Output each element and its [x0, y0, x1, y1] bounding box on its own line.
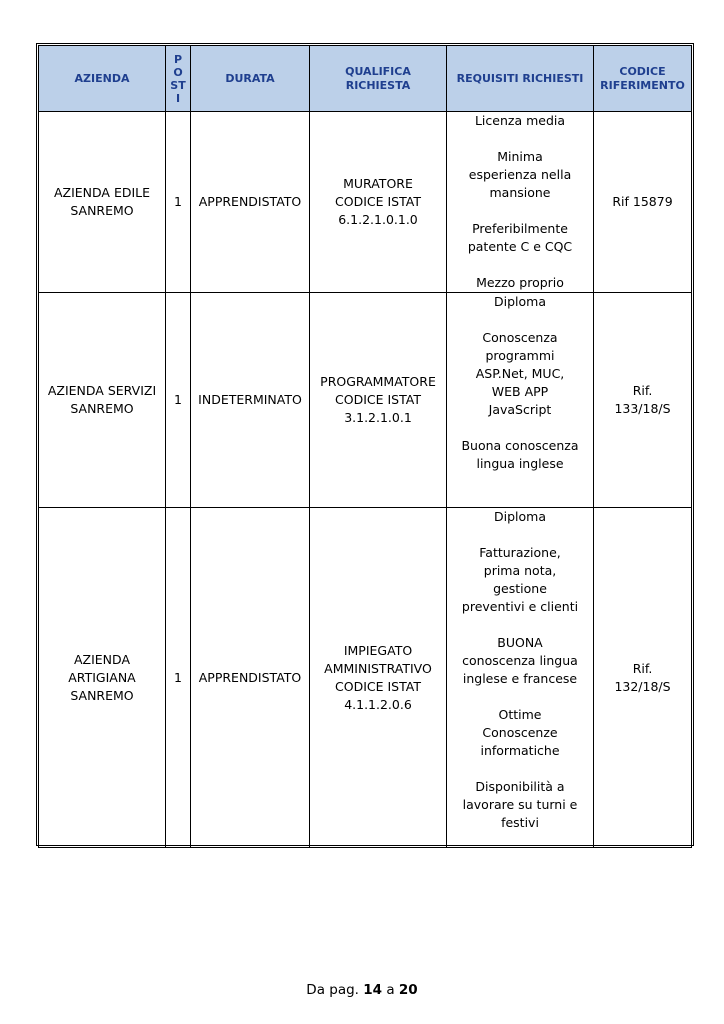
- table-row: [39, 293, 692, 508]
- cell-qualifica-line: CODICE ISTAT: [335, 194, 421, 209]
- requisiti-spacer: [451, 616, 589, 634]
- header-posti-line: I: [175, 91, 181, 105]
- cell-azienda: [39, 112, 166, 293]
- requisiti-line: programmi: [485, 348, 555, 363]
- cell-qualifica-line: AMMINISTRATIVO: [324, 660, 432, 676]
- header-codice: [594, 46, 692, 112]
- requisiti-line: conoscenza lingua: [462, 653, 578, 668]
- cell-qualifica-line: 3.1.2.1.0.1: [344, 410, 412, 425]
- cell-codice-line: 132/18/S: [614, 678, 671, 694]
- requisiti-line: esperienza nella: [468, 167, 572, 182]
- cell-qualifica: [310, 112, 447, 293]
- cell-qualifica: [310, 293, 447, 508]
- cell-codice-line: 133/18/S: [614, 401, 671, 416]
- cell-qualifica-line: CODICE ISTAT: [335, 392, 421, 407]
- cell-durata: APPRENDISTATO: [191, 508, 310, 848]
- cell-codice-line: Rif.: [632, 660, 653, 676]
- requisiti-line: Licenza media: [474, 113, 566, 128]
- requisiti-line: preventivi e clienti: [461, 599, 579, 614]
- requisiti-line: lingua inglese: [476, 456, 564, 471]
- cell-codice: [594, 293, 692, 508]
- footer-prefix: Da pag.: [306, 982, 364, 998]
- requisiti-spacer: [451, 130, 589, 148]
- cell-qualifica: [310, 508, 447, 848]
- requisiti-line: lavorare su turni e: [462, 797, 578, 812]
- cell-posti: 1: [166, 508, 191, 848]
- requisiti-line: Buona conoscenza: [461, 438, 579, 453]
- requisiti-line: festivi: [501, 815, 539, 830]
- requisiti-line: Fatturazione,: [479, 545, 561, 560]
- requisiti-spacer: [451, 419, 589, 437]
- requisiti-line: Conoscenze: [482, 725, 558, 740]
- requisiti-spacer: [451, 760, 589, 778]
- cell-posti: 1: [166, 112, 191, 293]
- page-footer: [0, 982, 724, 998]
- requisiti-spacer: [451, 202, 589, 220]
- cell-durata: INDETERMINATO: [191, 293, 310, 508]
- cell-azienda-line: SANREMO: [70, 203, 134, 218]
- cell-codice-line: Rif 15879: [612, 194, 673, 209]
- cell-qualifica-line: IMPIEGATO: [343, 642, 413, 658]
- cell-azienda-line: AZIENDA SERVIZI: [47, 383, 157, 398]
- cell-posti: 1: [166, 293, 191, 508]
- cell-qualifica-line: PROGRAMMATORE: [320, 374, 436, 389]
- header-posti-line: O: [173, 65, 183, 79]
- requisiti-line: inglese e francese: [462, 671, 578, 686]
- cell-azienda-line: AZIENDA EDILE: [53, 185, 151, 200]
- header-codice-line: RIFERIMENTO: [600, 78, 685, 92]
- cell-azienda: [39, 508, 166, 848]
- header-posti: [166, 46, 191, 112]
- requisiti-line: gestione: [493, 581, 547, 596]
- requisiti-spacer: [451, 688, 589, 706]
- requisiti-line: BUONA: [497, 635, 543, 650]
- cell-azienda-line: AZIENDA: [73, 651, 130, 667]
- requisiti-line: Conoscenza: [482, 330, 558, 345]
- header-requisiti: REQUISITI RICHIESTI: [447, 46, 594, 112]
- requisiti-spacer: [451, 256, 589, 274]
- requisiti-line: Diploma: [494, 509, 546, 524]
- cell-azienda-line: ARTIGIANA: [68, 669, 136, 685]
- cell-azienda-line: SANREMO: [70, 401, 134, 416]
- header-posti-line: P: [173, 52, 183, 66]
- requisiti-line: Ottime: [498, 707, 542, 722]
- requisiti-line: Minima: [497, 149, 543, 164]
- requisiti-line: informatiche: [480, 743, 560, 758]
- job-offers-table: [38, 45, 692, 848]
- requisiti-line: ASP.Net, MUC,: [475, 366, 565, 381]
- cell-qualifica-line: MURATORE: [343, 176, 413, 191]
- header-codice-line: CODICE: [619, 64, 666, 78]
- requisiti-spacer: [451, 526, 589, 544]
- requisiti-line: patente C e CQC: [467, 239, 573, 254]
- cell-qualifica-line: 4.1.1.2.0.6: [344, 696, 412, 712]
- cell-codice: [594, 112, 692, 293]
- requisiti-line: mansione: [489, 185, 551, 200]
- header-durata: DURATA: [191, 46, 310, 112]
- requisiti-line: WEB APP: [491, 384, 549, 399]
- cell-durata: APPRENDISTATO: [191, 112, 310, 293]
- cell-requisiti: [447, 112, 594, 293]
- cell-qualifica-line: 6.1.2.1.0.1.0: [338, 212, 418, 227]
- requisiti-line: Disponibilità a: [475, 779, 565, 794]
- header-posti-line: ST: [170, 78, 186, 92]
- cell-requisiti: [447, 293, 594, 508]
- table-row: [39, 112, 692, 293]
- footer-total-pages: 20: [398, 982, 418, 998]
- requisiti-line: Preferibilmente: [472, 221, 568, 236]
- requisiti-line: Mezzo proprio: [476, 275, 564, 290]
- requisiti-spacer: [451, 311, 589, 329]
- requisiti-line: JavaScript: [488, 402, 552, 417]
- requisiti-line: Diploma: [494, 294, 546, 309]
- header-azienda: AZIENDA: [39, 46, 166, 112]
- cell-requisiti: [447, 508, 594, 848]
- cell-codice-line: Rif.: [632, 383, 653, 398]
- cell-codice: [594, 508, 692, 848]
- footer-middle: a: [382, 982, 399, 998]
- footer-page-number: 14: [363, 982, 383, 998]
- table-row: [39, 508, 692, 848]
- cell-azienda-line: SANREMO: [70, 687, 134, 703]
- cell-qualifica-line: CODICE ISTAT: [335, 678, 421, 694]
- header-row: [39, 46, 692, 112]
- job-offers-table-frame: [36, 43, 694, 846]
- cell-azienda: [39, 293, 166, 508]
- requisiti-line: prima nota,: [483, 563, 557, 578]
- header-qualifica: QUALIFICA RICHIESTA: [310, 46, 447, 112]
